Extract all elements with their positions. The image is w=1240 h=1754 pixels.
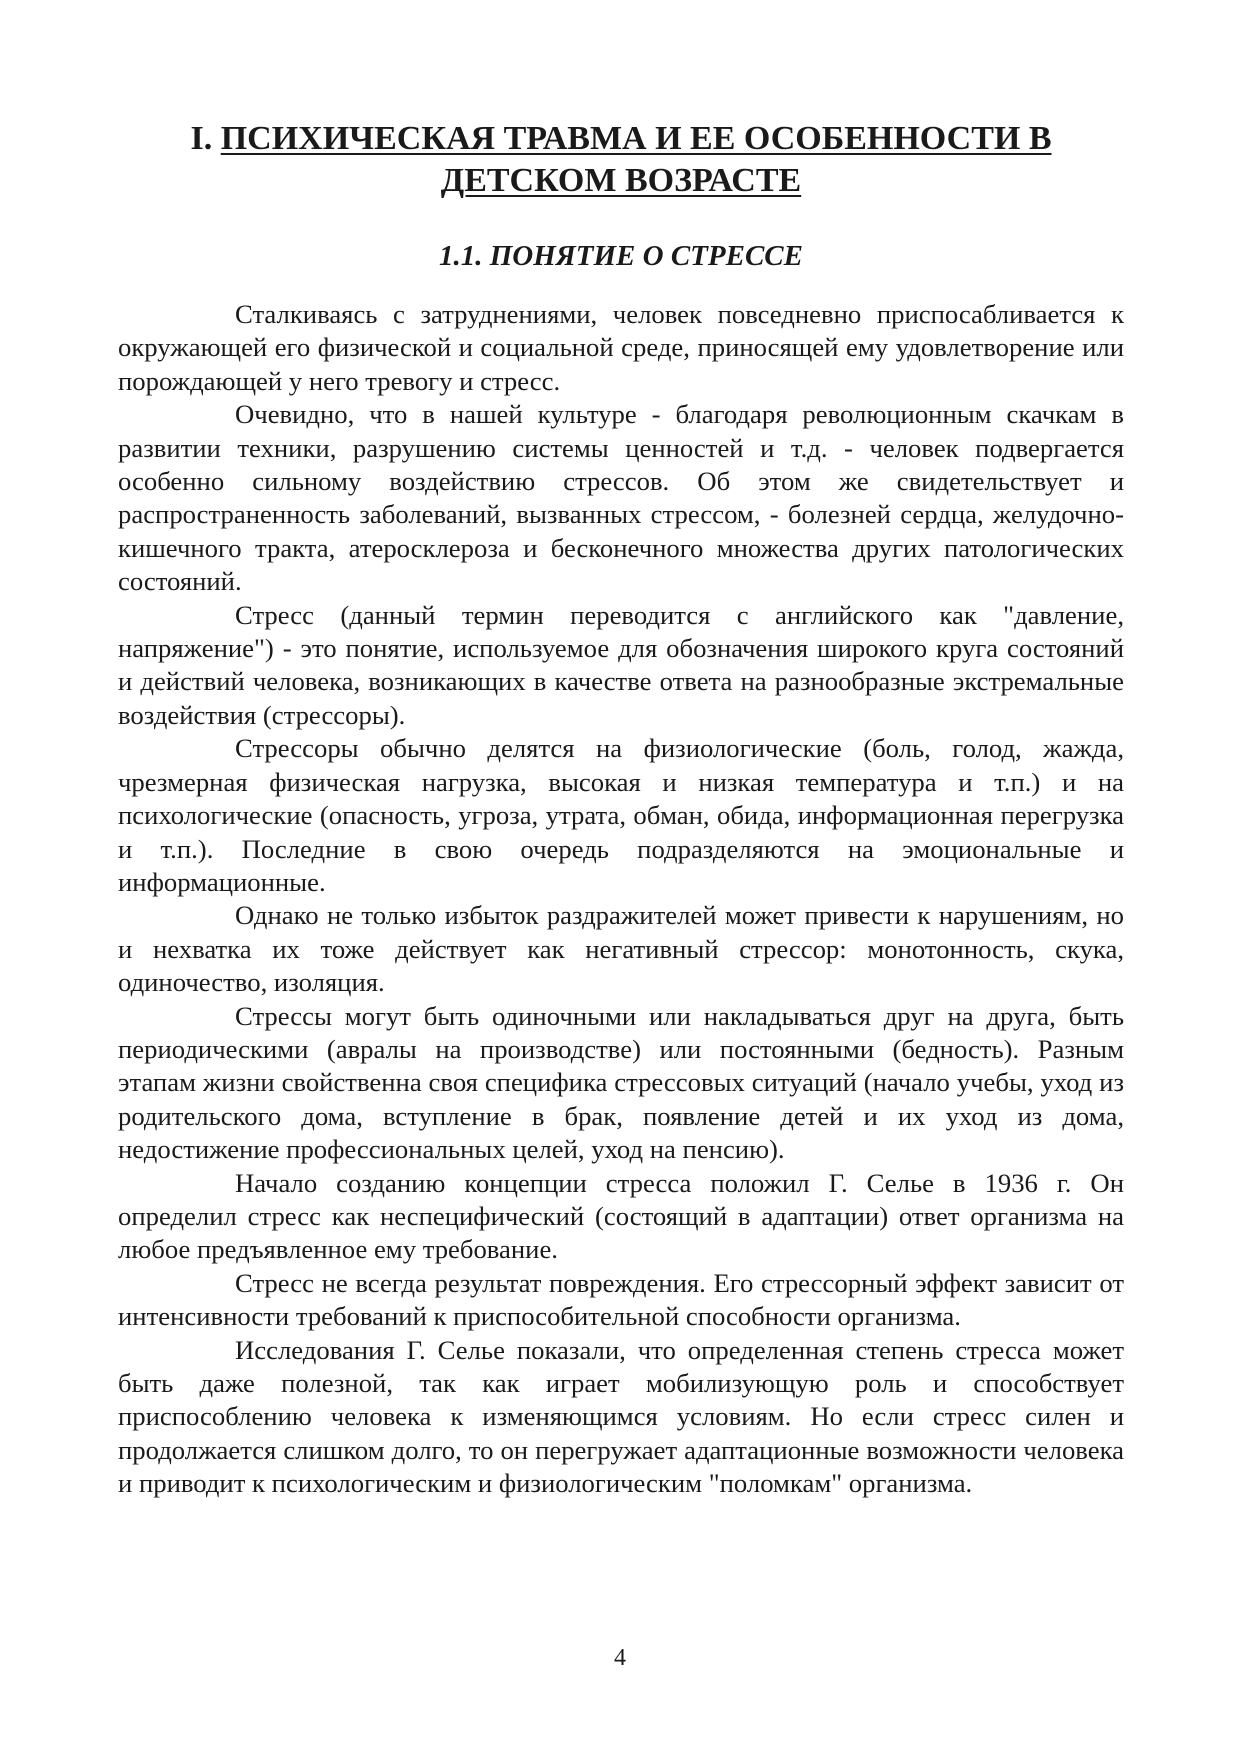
- section-title: 1.1. ПОНЯТИЕ О СТРЕССЕ: [439, 240, 803, 272]
- paragraph-1: Сталкиваясь с затруднениями, человек повседневно приспосабливается к окружающей его физической и социальной среде, приносящей ему удовлетворение или порождающей у него тревогу и стресс.: [118, 299, 1124, 396]
- paragraph-8: Стресс не всегда результат повреждения. Его стрессорный эффект зависит от интенсивности требований к приспособительной способности организма.: [118, 1267, 1124, 1332]
- paragraph-2: Очевидно, что в нашей культуре - благодаря революционным скачкам в развитии техники, разрушению системы ценностей и т.д. - человек подвергается особенно сильному воздействию стрессов. Об этом же свидетельствует и распространенность заболеваний, вызванных стрессом, - болезней сердца, желудочно-кишечного тракта, атеросклероза и бесконечного множества других патологических состояний.: [118, 399, 1124, 597]
- paragraph-6: Стрессы могут быть одиночными или накладываться друг на друга, быть периодическими (авралы на производстве) или постоянными (бедность). Разным этапам жизни свойственна своя специфика стрессовых ситуаций (начало учебы, уход из родительского дома, вступление в брак, появление детей и их уход из дома, недостижение профессиональных целей, уход на пенсию).: [118, 1000, 1124, 1165]
- paragraph-7: Начало созданию концепции стресса положил Г. Селье в 1936 г. Он определил стресс как неспецифический (состоящий в адаптации) ответ организма на любое предъявленное ему требование.: [118, 1167, 1124, 1265]
- chapter-number: I.: [190, 120, 213, 157]
- chapter-title-line-2: ДЕТСКОМ ВОЗРАСТЕ: [440, 162, 802, 199]
- paragraph-4: Стрессоры обычно делятся на физиологические (боль, голод, жажда, чрезмерная физическая нагрузка, высокая и низкая температура и т.п.) и на психологические (опасность, угроза, утрата, обман, обида, информационная перегрузка и т.п.). Последние в свою очередь подразделяются на эмоциональные и информационные.: [118, 733, 1124, 897]
- chapter-title-line-1: ПСИХИЧЕСКАЯ ТРАВМА И ЕЕ ОСОБЕННОСТИ В: [220, 120, 1052, 157]
- paragraph-3: Стресс (данный термин переводится с английского как "давление, напряжение") - это понятие, используемое для обозначения широкого круга состояний и действий человека, возникающих в качестве ответа на разнообразные экстремальные воздействия (стрессоры).: [118, 599, 1124, 730]
- page-number: 4: [614, 1645, 626, 1671]
- paragraph-5: Однако не только избыток раздражителей может привести к нарушениям, но и нехватка их тоже действует как негативный стрессор: монотонность, скука, одиночество, изоляция.: [118, 900, 1124, 998]
- chapter-title: [118, 118, 1124, 202]
- page-content: [118, 118, 1124, 1501]
- paragraph-9: Исследования Г. Селье показали, что определенная степень стресса может быть даже полезной, так как играет мобилизующую роль и способствует приспособлению человека к изменяющимся условиям. Но если стресс силен и продолжается слишком долго, то он перегружает адаптационные возможности человека и приводит к психологическим и физиологическим "поломкам" организма.: [118, 1334, 1124, 1499]
